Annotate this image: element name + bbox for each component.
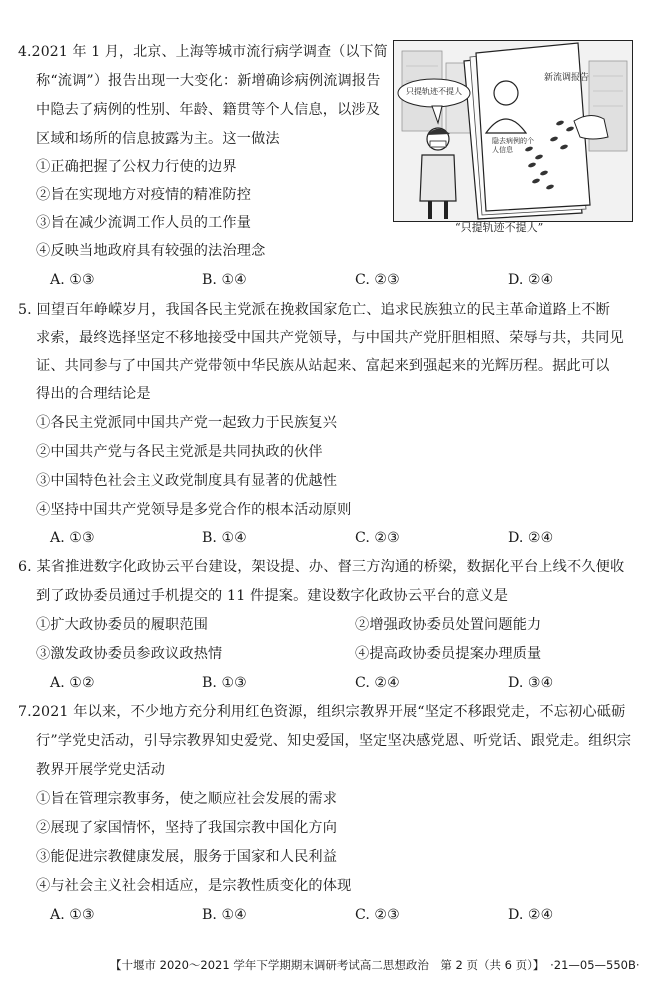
- q5-option-b: B. ①④: [202, 530, 247, 546]
- q7-item-4: ④与社会主义社会相适应，是宗教性质变化的体现: [36, 878, 352, 894]
- q6-option-a: A. ①②: [50, 675, 95, 691]
- q4-item-1: ①正确把握了公权力行使的边界: [36, 159, 237, 175]
- q6-option-b: B. ①③: [202, 675, 247, 691]
- q7-option-a: A. ①③: [50, 907, 95, 923]
- cartoon-caption: “只提轨迹不提人”: [455, 221, 544, 234]
- cartoon-report-title: 新流调报告: [544, 73, 590, 83]
- q5-stem-line-2: 求索，最终选择坚定不移地接受中国共产党领导，与中国共产党肝胆相照、荣辱与共，共同见: [36, 330, 624, 346]
- q6-item-4: ④提高政协委员提案办理质量: [355, 646, 542, 662]
- q4-item-2: ②旨在实现地方对疫情的精准防控: [36, 187, 252, 203]
- q7-stem-line-2: 行”学党史活动，引导宗教界知史爱党、知史爱国，坚定坚决感党恩、听党话、跟党走。组织宗: [36, 733, 632, 749]
- cartoon-illustration: [394, 41, 632, 221]
- q6-stem-line-2: 到了政协委员通过手机提交的 11 件提案。建设数字化政协云平台的意义是: [36, 588, 509, 604]
- q6-item-3: ③激发政协委员参政议政热情: [36, 646, 223, 662]
- q5-item-2: ②中国共产党与各民主党派是共同执政的伙伴: [36, 444, 323, 460]
- q5-option-d: D. ②④: [508, 530, 554, 546]
- q4-item-3: ③旨在减少流调工作人员的工作量: [36, 215, 252, 231]
- q5-stem-line-3: 证、共同参与了中国共产党带领中华民族从站起来、富起来到强起来的光辉历程。据此可以: [36, 358, 610, 374]
- q4-option-d: D. ②④: [508, 272, 554, 288]
- q4-item-4: ④反映当地政府具有较强的法治理念: [36, 243, 266, 259]
- q4-stem-line-3: 中隐去了病例的性别、年龄、籍贯等个人信息，以涉及: [36, 102, 381, 118]
- q6-item-1: ①扩大政协委员的履职范围: [36, 617, 209, 633]
- q5-option-c: C. ②③: [355, 530, 400, 546]
- q7-option-d: D. ②④: [508, 907, 554, 923]
- q5-option-a: A. ①③: [50, 530, 95, 546]
- q5-item-3: ③中国特色社会主义政党制度具有显著的优越性: [36, 473, 338, 489]
- q7-item-1: ①旨在管理宗教事务，使之顺应社会发展的需求: [36, 791, 338, 807]
- q5-item-4: ④坚持中国共产党领导是多党合作的根本活动原则: [36, 502, 352, 518]
- q4-stem-line-4: 区域和场所的信息披露为主。这一做法: [36, 131, 280, 147]
- q6-stem-line-1: 6. 某省推进数字化政协云平台建设，架设提、办、督三方沟通的桥梁，数据化平台上线不久便收: [18, 559, 625, 575]
- cartoon-privacy-label: 隐去病例的个人信息: [492, 137, 534, 154]
- q7-stem-line-1: 7.2021 年以来，不少地方充分利用红色资源，组织宗教界开展“坚定不移跟党走，不忘初心砥砺: [18, 704, 626, 720]
- q6-option-c: C. ②④: [355, 675, 400, 691]
- q5-item-1: ①各民主党派同中国共产党一起致力于民族复兴: [36, 415, 338, 431]
- q5-stem-line-1: 5. 回望百年峥嵘岁月，我国各民主党派在挽救国家危亡、追求民族独立的民主革命道路上不断: [18, 302, 610, 318]
- q6-item-2: ②增强政协委员处置问题能力: [355, 617, 542, 633]
- page-footer: 【十堰市 2020～2021 学年下学期期末调研考试高二思想政治 第 2 页（共 6 页）】 ·21—05—550B·: [110, 958, 640, 972]
- q4-option-a: A. ①③: [50, 272, 95, 288]
- cartoon-speech-text: 只提轨迹不提人: [406, 87, 462, 96]
- q7-item-3: ③能促进宗教健康发展，服务于国家和人民利益: [36, 849, 338, 865]
- q7-option-c: C. ②③: [355, 907, 400, 923]
- q7-stem-line-3: 教界开展学党史活动: [36, 762, 166, 778]
- q7-option-b: B. ①④: [202, 907, 247, 923]
- q4-stem-line-1: 4.2021 年 1 月，北京、上海等城市流行病学调查（以下简: [18, 44, 388, 60]
- q4-option-b: B. ①④: [202, 272, 247, 288]
- q4-cartoon: [393, 40, 633, 222]
- q4-option-c: C. ②③: [355, 272, 400, 288]
- q6-option-d: D. ③④: [508, 675, 554, 691]
- q7-item-2: ②展现了家国情怀，坚持了我国宗教中国化方向: [36, 820, 338, 836]
- q4-stem-line-2: 称“流调”）报告出现一大变化：新增确诊病例流调报告: [36, 73, 381, 89]
- q5-stem-line-4: 得出的合理结论是: [36, 386, 151, 402]
